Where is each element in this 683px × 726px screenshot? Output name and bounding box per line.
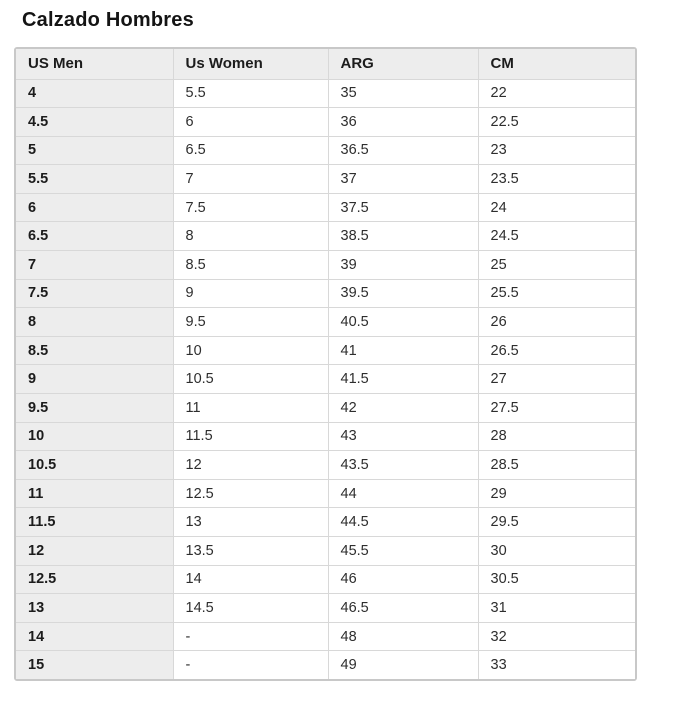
table-row [16,622,635,651]
table-cell: 44.5 [328,508,478,537]
table-cell: 9.5 [173,308,328,337]
table-cell: 5.5 [173,79,328,108]
table-cell: 38.5 [328,222,478,251]
table-row [16,279,635,308]
table-row [16,365,635,394]
table-cell: 27 [478,365,635,394]
table-cell: 29.5 [478,508,635,537]
column-header: US Men [16,49,173,79]
table-cell: 42 [328,394,478,423]
column-header: Us Women [173,49,328,79]
table-cell: 28 [478,422,635,451]
table-cell: 23.5 [478,165,635,194]
table-cell: 12.5 [173,479,328,508]
table-cell: 13.5 [173,537,328,566]
table-row [16,165,635,194]
table-cell: 23 [478,136,635,165]
table-cell: 35 [328,79,478,108]
table-row [16,136,635,165]
row-label-cell: 12.5 [16,565,173,594]
row-label-cell: 5 [16,136,173,165]
table-cell: 41.5 [328,365,478,394]
row-label-cell: 4.5 [16,108,173,137]
table-cell: 25.5 [478,279,635,308]
table-cell: 9 [173,279,328,308]
table-cell: 28.5 [478,451,635,480]
table-row [16,193,635,222]
table-cell: 41 [328,336,478,365]
table-cell: 6 [173,108,328,137]
table-cell: 6.5 [173,136,328,165]
table-cell: 39 [328,251,478,280]
table-body [16,79,635,679]
table-cell: 36.5 [328,136,478,165]
table-cell: 22 [478,79,635,108]
table-cell: 12 [173,451,328,480]
table-cell: 37.5 [328,193,478,222]
row-label-cell: 5.5 [16,165,173,194]
table-row [16,508,635,537]
table-cell: 46 [328,565,478,594]
page-title: Calzado Hombres [22,9,194,31]
row-label-cell: 11 [16,479,173,508]
row-label-cell: 9 [16,365,173,394]
row-label-cell: 13 [16,594,173,623]
table-row [16,251,635,280]
table-cell: 29 [478,479,635,508]
table-row [16,451,635,480]
row-label-cell: 10 [16,422,173,451]
table-row [16,565,635,594]
table-cell: 49 [328,651,478,680]
row-label-cell: 9.5 [16,394,173,423]
table-cell: 26.5 [478,336,635,365]
row-label-cell: 10.5 [16,451,173,480]
column-header: CM [478,49,635,79]
table-cell: 30 [478,537,635,566]
table-cell: 46.5 [328,594,478,623]
table-cell: 7.5 [173,193,328,222]
table-cell: 8.5 [173,251,328,280]
table-row [16,336,635,365]
table-header-row [16,49,635,79]
row-label-cell: 7.5 [16,279,173,308]
table-cell: 43 [328,422,478,451]
row-label-cell: 7 [16,251,173,280]
table-cell: 40.5 [328,308,478,337]
table-cell: 32 [478,622,635,651]
table-row [16,479,635,508]
table-row [16,79,635,108]
table-row [16,108,635,137]
table-row [16,594,635,623]
row-label-cell: 14 [16,622,173,651]
table-cell: 33 [478,651,635,680]
table-cell: 48 [328,622,478,651]
table-cell: 14.5 [173,594,328,623]
table-row [16,537,635,566]
table-cell: 13 [173,508,328,537]
table-cell: 30.5 [478,565,635,594]
row-label-cell: 8.5 [16,336,173,365]
table-row [16,308,635,337]
table-cell: 26 [478,308,635,337]
table-cell: 24 [478,193,635,222]
table-row [16,394,635,423]
table-cell: 10 [173,336,328,365]
table-cell: 11 [173,394,328,423]
row-label-cell: 8 [16,308,173,337]
table-cell: 11.5 [173,422,328,451]
table-row [16,222,635,251]
table-cell: - [173,622,328,651]
row-label-cell: 15 [16,651,173,680]
table-cell: 44 [328,479,478,508]
size-chart-table [14,47,637,681]
table-cell: 25 [478,251,635,280]
table-cell: 31 [478,594,635,623]
table-row [16,422,635,451]
table-header [16,49,635,79]
column-header: ARG [328,49,478,79]
row-label-cell: 4 [16,79,173,108]
row-label-cell: 6.5 [16,222,173,251]
row-label-cell: 12 [16,537,173,566]
size-conversion-table [16,49,635,679]
table-cell: 8 [173,222,328,251]
table-row [16,651,635,680]
table-cell: 27.5 [478,394,635,423]
table-cell: 22.5 [478,108,635,137]
table-cell: 14 [173,565,328,594]
table-cell: 37 [328,165,478,194]
table-cell: 36 [328,108,478,137]
table-cell: 10.5 [173,365,328,394]
table-cell: 39.5 [328,279,478,308]
table-cell: 43.5 [328,451,478,480]
table-cell: 7 [173,165,328,194]
table-cell: - [173,651,328,680]
table-cell: 24.5 [478,222,635,251]
table-cell: 45.5 [328,537,478,566]
row-label-cell: 6 [16,193,173,222]
row-label-cell: 11.5 [16,508,173,537]
